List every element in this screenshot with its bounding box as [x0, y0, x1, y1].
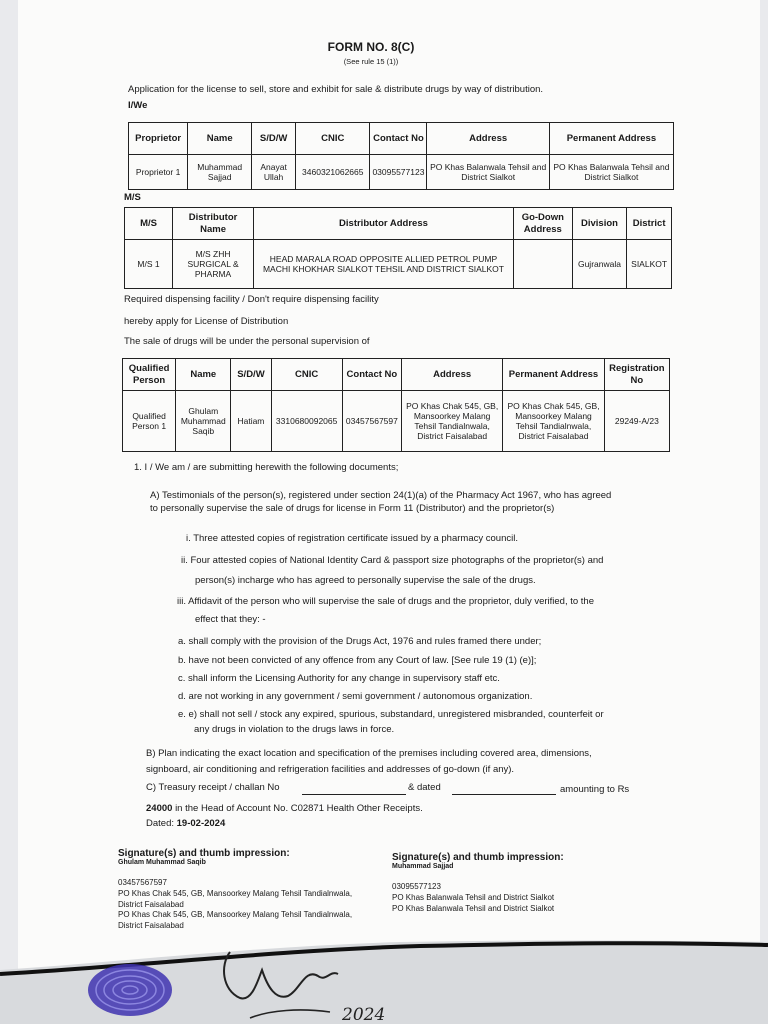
- table-cell: 03095577123: [370, 155, 427, 190]
- doc-item-d: d. are not working in any government / semi government / autonomous organization.: [178, 691, 533, 702]
- form-title: FORM NO. 8(C): [327, 40, 415, 54]
- table-cell: SIALKOT: [627, 240, 672, 289]
- amount-value: 24000: [146, 803, 173, 814]
- doc-item-a: a. shall comply with the provision of the Drugs Act, 1976 and rules framed there under;: [178, 636, 542, 647]
- doc-b-plan-cont: signboard, air conditioning and refrigeration facilities and addresses of go-down (if any).: [146, 764, 515, 775]
- table-cell: Muhammad Sajjad: [188, 155, 252, 190]
- signatory-phone: 03095577123: [392, 882, 441, 891]
- signature-block-right: [392, 852, 652, 914]
- doc-c-dated: & dated: [408, 782, 441, 793]
- table-cell: PO Khas Balanwala Tehsil and District Sialkot: [427, 155, 549, 190]
- doc-item-ii-cont: person(s) incharge who has agreed to personally supervise the sale of the drugs.: [195, 575, 536, 586]
- iwe-label: I/We: [128, 100, 148, 111]
- signatory-permanent-address: PO Khas Balanwala Tehsil and District Sialkot: [392, 903, 555, 913]
- table-cell: Gujranwala: [572, 240, 627, 289]
- doc-item-b: b. have not been convicted of any offence from any Court of law. [See rule 19 (1) (e)];: [178, 655, 537, 666]
- table-header: Contact No: [342, 359, 401, 391]
- table-header: Name: [188, 123, 252, 155]
- intro-text: Application for the license to sell, store and exhibit for sale & distribute drugs by way of distribution.: [128, 84, 544, 95]
- table-cell: Hatiam: [231, 391, 271, 452]
- signatory-name: Muhammad Sajjad: [392, 863, 454, 870]
- table-row: [125, 240, 672, 289]
- table-header: Distributor Address: [254, 208, 514, 240]
- table-header: Registration No: [604, 359, 669, 391]
- signatory-address-cont: District Faisalabad: [118, 899, 184, 909]
- signatory-name: Ghulam Muhammad Saqib: [118, 859, 206, 866]
- signatory-address: PO Khas Balanwala Tehsil and District Sialkot: [392, 892, 555, 902]
- doc-item-e-cont: any drugs in violation to the drugs laws in force.: [194, 724, 395, 735]
- table-cell: PO Khas Balanwala Tehsil and District Sialkot: [549, 155, 673, 190]
- table-header: Permanent Address: [549, 123, 673, 155]
- table-header: Address: [427, 123, 549, 155]
- table-header: Address: [401, 359, 502, 391]
- table-header: CNIC: [296, 123, 370, 155]
- table-cell: 29249-A/23: [604, 391, 669, 452]
- signatory-permanent-address: PO Khas Chak 545, GB, Mansoorkey Malang Tehsil Tandialnwala,: [118, 910, 353, 920]
- apply-line: hereby apply for License of Distribution: [124, 316, 289, 327]
- table-cell: M/S ZHH SURGICAL & PHARMA: [173, 240, 254, 289]
- doc-item-c: c. shall inform the Licensing Authority for any change in supervisory staff etc.: [178, 673, 500, 684]
- table-cell: M/S 1: [125, 240, 173, 289]
- table-header: Division: [572, 208, 627, 240]
- signatory-phone: 03457567597: [118, 878, 167, 887]
- supervision-line: The sale of drugs will be under the personal supervision of: [124, 336, 370, 347]
- table-cell: Qualified Person 1: [123, 391, 176, 452]
- table-header: Permanent Address: [503, 359, 604, 391]
- signature-heading: Signature(s) and thumb impression:: [392, 852, 564, 863]
- doc-c-challan: C) Treasury receipt / challan No: [146, 782, 280, 793]
- handwritten-date: 2024: [342, 1005, 386, 1024]
- table-cell: Anayat Ullah: [252, 155, 296, 190]
- doc-item-iii: iii. Affidavit of the person who will supervise the sale of drugs and the proprietor, duly verified, to the: [177, 596, 595, 607]
- distributor-table: [124, 207, 672, 289]
- table-header: M/S: [125, 208, 173, 240]
- scan-bottom-area: [0, 940, 768, 1024]
- facility-line: Required dispensing facility / Don't require dispensing facility: [124, 294, 379, 305]
- thumbprint-icon: [88, 964, 172, 1016]
- dated-value: 19-02-2024: [176, 818, 226, 829]
- table-cell: 3460321062665: [296, 155, 370, 190]
- challan-no-line: [302, 794, 406, 795]
- dated-label: Dated:: [146, 818, 174, 829]
- signature-heading: Signature(s) and thumb impression:: [118, 848, 290, 859]
- signature-block-left: [118, 848, 388, 932]
- table-header: Qualified Person: [123, 359, 176, 391]
- amount-rest: in the Head of Account No. C02871 Health Other Receipts.: [175, 803, 423, 814]
- table-header: Go-Down Address: [513, 208, 572, 240]
- table-cell: Ghulam Muhammad Saqib: [176, 391, 231, 452]
- doc-b-plan: B) Plan indicating the exact location and specification of the premises including covered area, dimensions,: [146, 748, 592, 759]
- table-cell: Proprietor 1: [129, 155, 188, 190]
- table-cell: PO Khas Chak 545, GB, Mansoorkey Malang Tehsil Tandialnwala, District Faisalabad: [401, 391, 502, 452]
- table-cell: HEAD MARALA ROAD OPPOSITE ALLIED PETROL PUMP MACHI KHOKHAR SIALKOT TEHSIL AND DISTRICT SIALKOT: [254, 240, 514, 289]
- table-cell: 03457567597: [342, 391, 401, 452]
- table-row: [129, 155, 674, 190]
- signatory-address: PO Khas Chak 545, GB, Mansoorkey Malang Tehsil Tandialnwala,: [118, 888, 353, 898]
- proprietor-table: [128, 122, 674, 190]
- table-header: Name: [176, 359, 231, 391]
- table-row: [123, 391, 670, 452]
- documents-intro: 1. I / We am / are submitting herewith the following documents;: [134, 462, 399, 473]
- doc-a-line2: to personally supervise the sale of drugs for license in Form 11 (Distributor) and the proprietor(s): [150, 503, 555, 514]
- challan-date-line: [452, 794, 556, 795]
- table-header: Contact No: [370, 123, 427, 155]
- table-header: S/D/W: [231, 359, 271, 391]
- table-cell: [513, 240, 572, 289]
- doc-item-iii-cont: effect that they: -: [195, 614, 266, 625]
- form-subtitle: (See rule 15 (1)): [343, 57, 399, 66]
- doc-a-line1: A) Testimonials of the person(s), registered under section 24(1)(a) of the Pharmacy Act 1967, who has agreed: [150, 490, 612, 501]
- doc-item-e: e. e) shall not sell / stock any expired, spurious, substandard, unregistered misbranded, counterfeit or: [178, 709, 604, 720]
- table-cell: 3310680092065: [271, 391, 342, 452]
- signatory-permanent-address-cont: District Faisalabad: [118, 921, 184, 931]
- doc-item-ii: ii. Four attested copies of National Identity Card & passport size photographs of the proprietor(s) and: [181, 555, 604, 566]
- doc-c-amount-label: amounting to Rs: [560, 784, 630, 795]
- table-header: S/D/W: [252, 123, 296, 155]
- qualified-person-table: [122, 358, 670, 452]
- table-header: District: [627, 208, 672, 240]
- table-cell: PO Khas Chak 545, GB, Mansoorkey Malang Tehsil Tandialnwala, District Faisalabad: [503, 391, 604, 452]
- ms-label: M/S: [124, 192, 141, 203]
- doc-item-i: i. Three attested copies of registration certificate issued by a pharmacy council.: [186, 533, 518, 544]
- table-header: CNIC: [271, 359, 342, 391]
- table-header: Proprietor: [129, 123, 188, 155]
- table-header: Distributor Name: [173, 208, 254, 240]
